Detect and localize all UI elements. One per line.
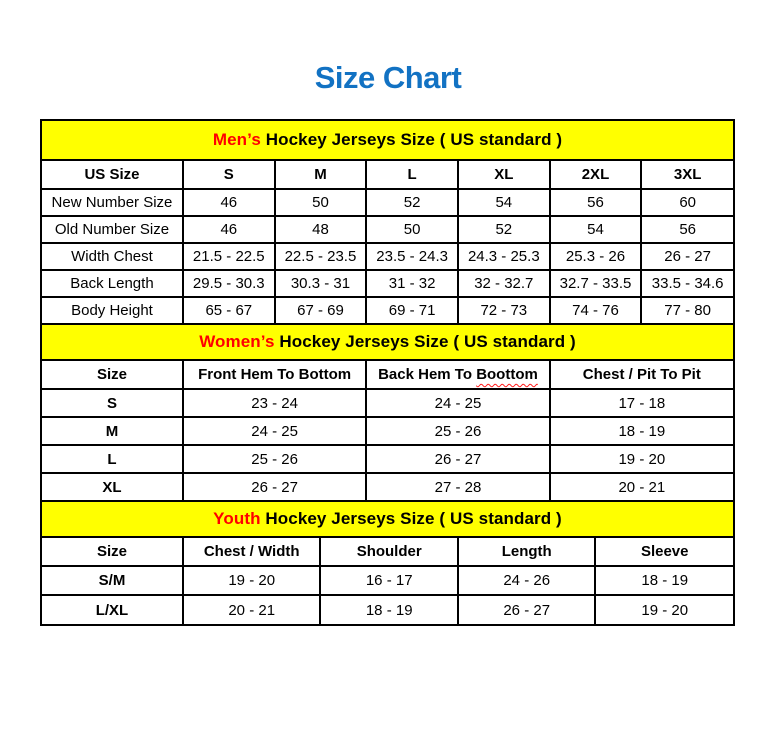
cell-value: 19 - 20	[550, 445, 733, 473]
cell-value: 52	[458, 216, 550, 243]
table-row	[42, 445, 733, 473]
row-label: S/M	[42, 566, 183, 595]
youth-column-header-row	[42, 537, 733, 566]
women-section-band-row	[42, 325, 733, 360]
table-row	[42, 189, 733, 216]
cell-value: 69 - 71	[366, 297, 458, 324]
row-label: L	[42, 445, 183, 473]
men-col-s: S	[183, 160, 275, 189]
cell-value: 56	[641, 216, 733, 243]
cell-value: 54	[458, 189, 550, 216]
cell-value: 23.5 - 24.3	[366, 243, 458, 270]
women-col-chest: Chest / Pit To Pit	[550, 360, 733, 389]
row-label: Width Chest	[42, 243, 183, 270]
cell-value: 46	[183, 189, 275, 216]
row-label: Body Height	[42, 297, 183, 324]
row-label: M	[42, 417, 183, 445]
women-column-header-row	[42, 360, 733, 389]
cell-value: 18 - 19	[550, 417, 733, 445]
men-size-table	[42, 121, 733, 325]
row-label: L/XL	[42, 595, 183, 624]
cell-value: 25 - 26	[183, 445, 366, 473]
cell-value: 21.5 - 22.5	[183, 243, 275, 270]
youth-band-highlight: Youth	[213, 509, 261, 528]
men-col-l: L	[366, 160, 458, 189]
table-row	[42, 595, 733, 624]
youth-col-length: Length	[458, 537, 596, 566]
men-section-band-row	[42, 121, 733, 160]
table-row	[42, 389, 733, 417]
men-col-3xl: 3XL	[641, 160, 733, 189]
women-section-band	[42, 325, 733, 360]
cell-value: 74 - 76	[550, 297, 642, 324]
youth-col-shoulder: Shoulder	[320, 537, 458, 566]
table-row	[42, 417, 733, 445]
cell-value: 72 - 73	[458, 297, 550, 324]
cell-value: 22.5 - 23.5	[275, 243, 367, 270]
cell-value: 24 - 25	[183, 417, 366, 445]
men-col-xl: XL	[458, 160, 550, 189]
men-col-m: M	[275, 160, 367, 189]
women-size-table	[42, 325, 733, 502]
men-band-highlight: Men’s	[212, 130, 261, 149]
youth-band-title: Hockey Jerseys Size ( US standard )	[260, 509, 562, 528]
women-band-title: Hockey Jerseys Size ( US standard )	[274, 332, 576, 351]
cell-value: 27 - 28	[366, 473, 549, 501]
men-band-title: Hockey Jerseys Size ( US standard )	[260, 130, 563, 149]
page-title: Size Chart	[314, 60, 462, 95]
table-row	[42, 243, 733, 270]
cell-value: 50	[366, 216, 458, 243]
cell-value: 16 - 17	[320, 566, 458, 595]
table-row	[42, 297, 733, 324]
cell-value: 67 - 69	[275, 297, 367, 324]
youth-section-band	[42, 502, 733, 537]
cell-value: 19 - 20	[183, 566, 321, 595]
table-row	[42, 270, 733, 297]
cell-value: 18 - 19	[595, 566, 733, 595]
cell-value: 25 - 26	[366, 417, 549, 445]
women-band-highlight: Women’s	[199, 332, 275, 351]
youth-col-chest: Chest / Width	[183, 537, 321, 566]
back-hem-misspelled-word: Boottom	[476, 366, 538, 383]
row-label: Old Number Size	[42, 216, 183, 243]
men-column-header-row	[42, 160, 733, 189]
youth-size-table	[42, 502, 733, 624]
cell-value: 56	[550, 189, 642, 216]
youth-col-sleeve: Sleeve	[595, 537, 733, 566]
table-row	[42, 216, 733, 243]
size-chart-container	[40, 119, 735, 626]
cell-value: 25.3 - 26	[550, 243, 642, 270]
cell-value: 52	[366, 189, 458, 216]
women-col-front-hem: Front Hem To Bottom	[183, 360, 366, 389]
cell-value: 65 - 67	[183, 297, 275, 324]
cell-value: 24 - 25	[366, 389, 549, 417]
cell-value: 20 - 21	[183, 595, 321, 624]
women-col-size: Size	[42, 360, 183, 389]
youth-col-size: Size	[42, 537, 183, 566]
women-col-back-hem	[366, 360, 549, 389]
men-col-2xl: 2XL	[550, 160, 642, 189]
back-hem-label-prefix: Back Hem To	[378, 366, 477, 383]
table-row	[42, 566, 733, 595]
table-row	[42, 473, 733, 501]
cell-value: 33.5 - 34.6	[641, 270, 733, 297]
row-label: XL	[42, 473, 183, 501]
cell-value: 23 - 24	[183, 389, 366, 417]
men-section-band	[42, 121, 733, 160]
cell-value: 30.3 - 31	[275, 270, 367, 297]
cell-value: 77 - 80	[641, 297, 733, 324]
row-label: New Number Size	[42, 189, 183, 216]
cell-value: 60	[641, 189, 733, 216]
cell-value: 24.3 - 25.3	[458, 243, 550, 270]
cell-value: 50	[275, 189, 367, 216]
cell-value: 29.5 - 30.3	[183, 270, 275, 297]
cell-value: 24 - 26	[458, 566, 596, 595]
cell-value: 31 - 32	[366, 270, 458, 297]
cell-value: 46	[183, 216, 275, 243]
cell-value: 48	[275, 216, 367, 243]
men-col-us-size: US Size	[42, 160, 183, 189]
cell-value: 20 - 21	[550, 473, 733, 501]
youth-section-band-row	[42, 502, 733, 537]
cell-value: 32 - 32.7	[458, 270, 550, 297]
cell-value: 26 - 27	[183, 473, 366, 501]
row-label: S	[42, 389, 183, 417]
cell-value: 26 - 27	[366, 445, 549, 473]
cell-value: 17 - 18	[550, 389, 733, 417]
cell-value: 19 - 20	[595, 595, 733, 624]
cell-value: 18 - 19	[320, 595, 458, 624]
row-label: Back Length	[42, 270, 183, 297]
cell-value: 26 - 27	[641, 243, 733, 270]
cell-value: 26 - 27	[458, 595, 596, 624]
cell-value: 54	[550, 216, 642, 243]
cell-value: 32.7 - 33.5	[550, 270, 642, 297]
